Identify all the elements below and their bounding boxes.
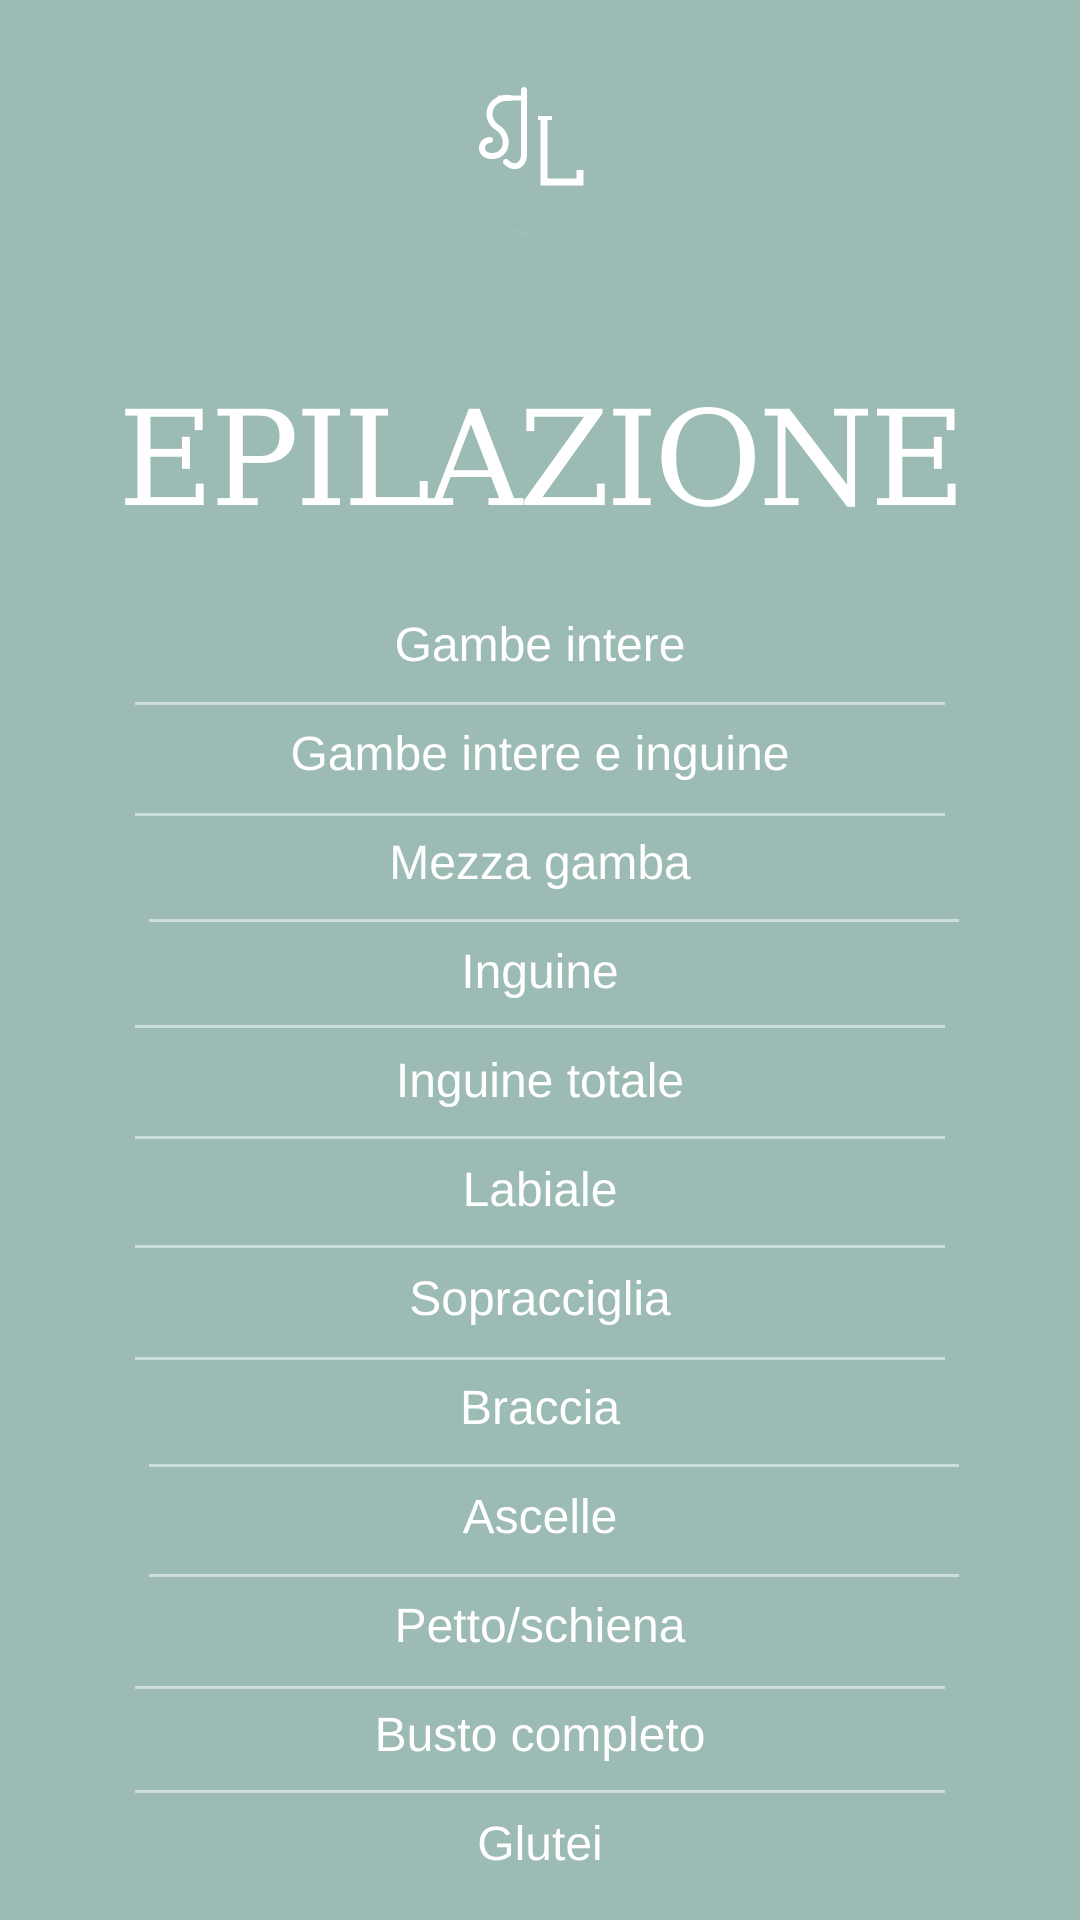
divider [135, 1025, 945, 1028]
service-label: Braccia [459, 1382, 621, 1435]
divider [135, 1245, 945, 1248]
divider [135, 702, 945, 705]
divider [135, 813, 945, 816]
divider [149, 919, 959, 922]
service-label: Gambe intere [394, 619, 686, 672]
service-label: Sopracciglia [409, 1273, 671, 1326]
divider [135, 1357, 945, 1360]
service-label: Gambe intere e inguine [290, 728, 790, 781]
service-label: Ascelle [462, 1491, 618, 1544]
divider [135, 1790, 945, 1793]
service-label: Inguine totale [395, 1055, 685, 1108]
service-label: Labiale [462, 1164, 618, 1217]
divider [135, 1136, 945, 1139]
service-label: Petto/schiena [394, 1600, 686, 1653]
service-label: Glutei [477, 1818, 603, 1871]
divider [135, 1686, 945, 1689]
divider [149, 1574, 959, 1577]
divider [149, 1464, 959, 1467]
page-title: EPILAZIONE [117, 383, 963, 537]
service-label: Mezza gamba [389, 837, 691, 890]
service-label: Inguine [461, 946, 619, 999]
service-label: Busto completo [374, 1709, 706, 1762]
